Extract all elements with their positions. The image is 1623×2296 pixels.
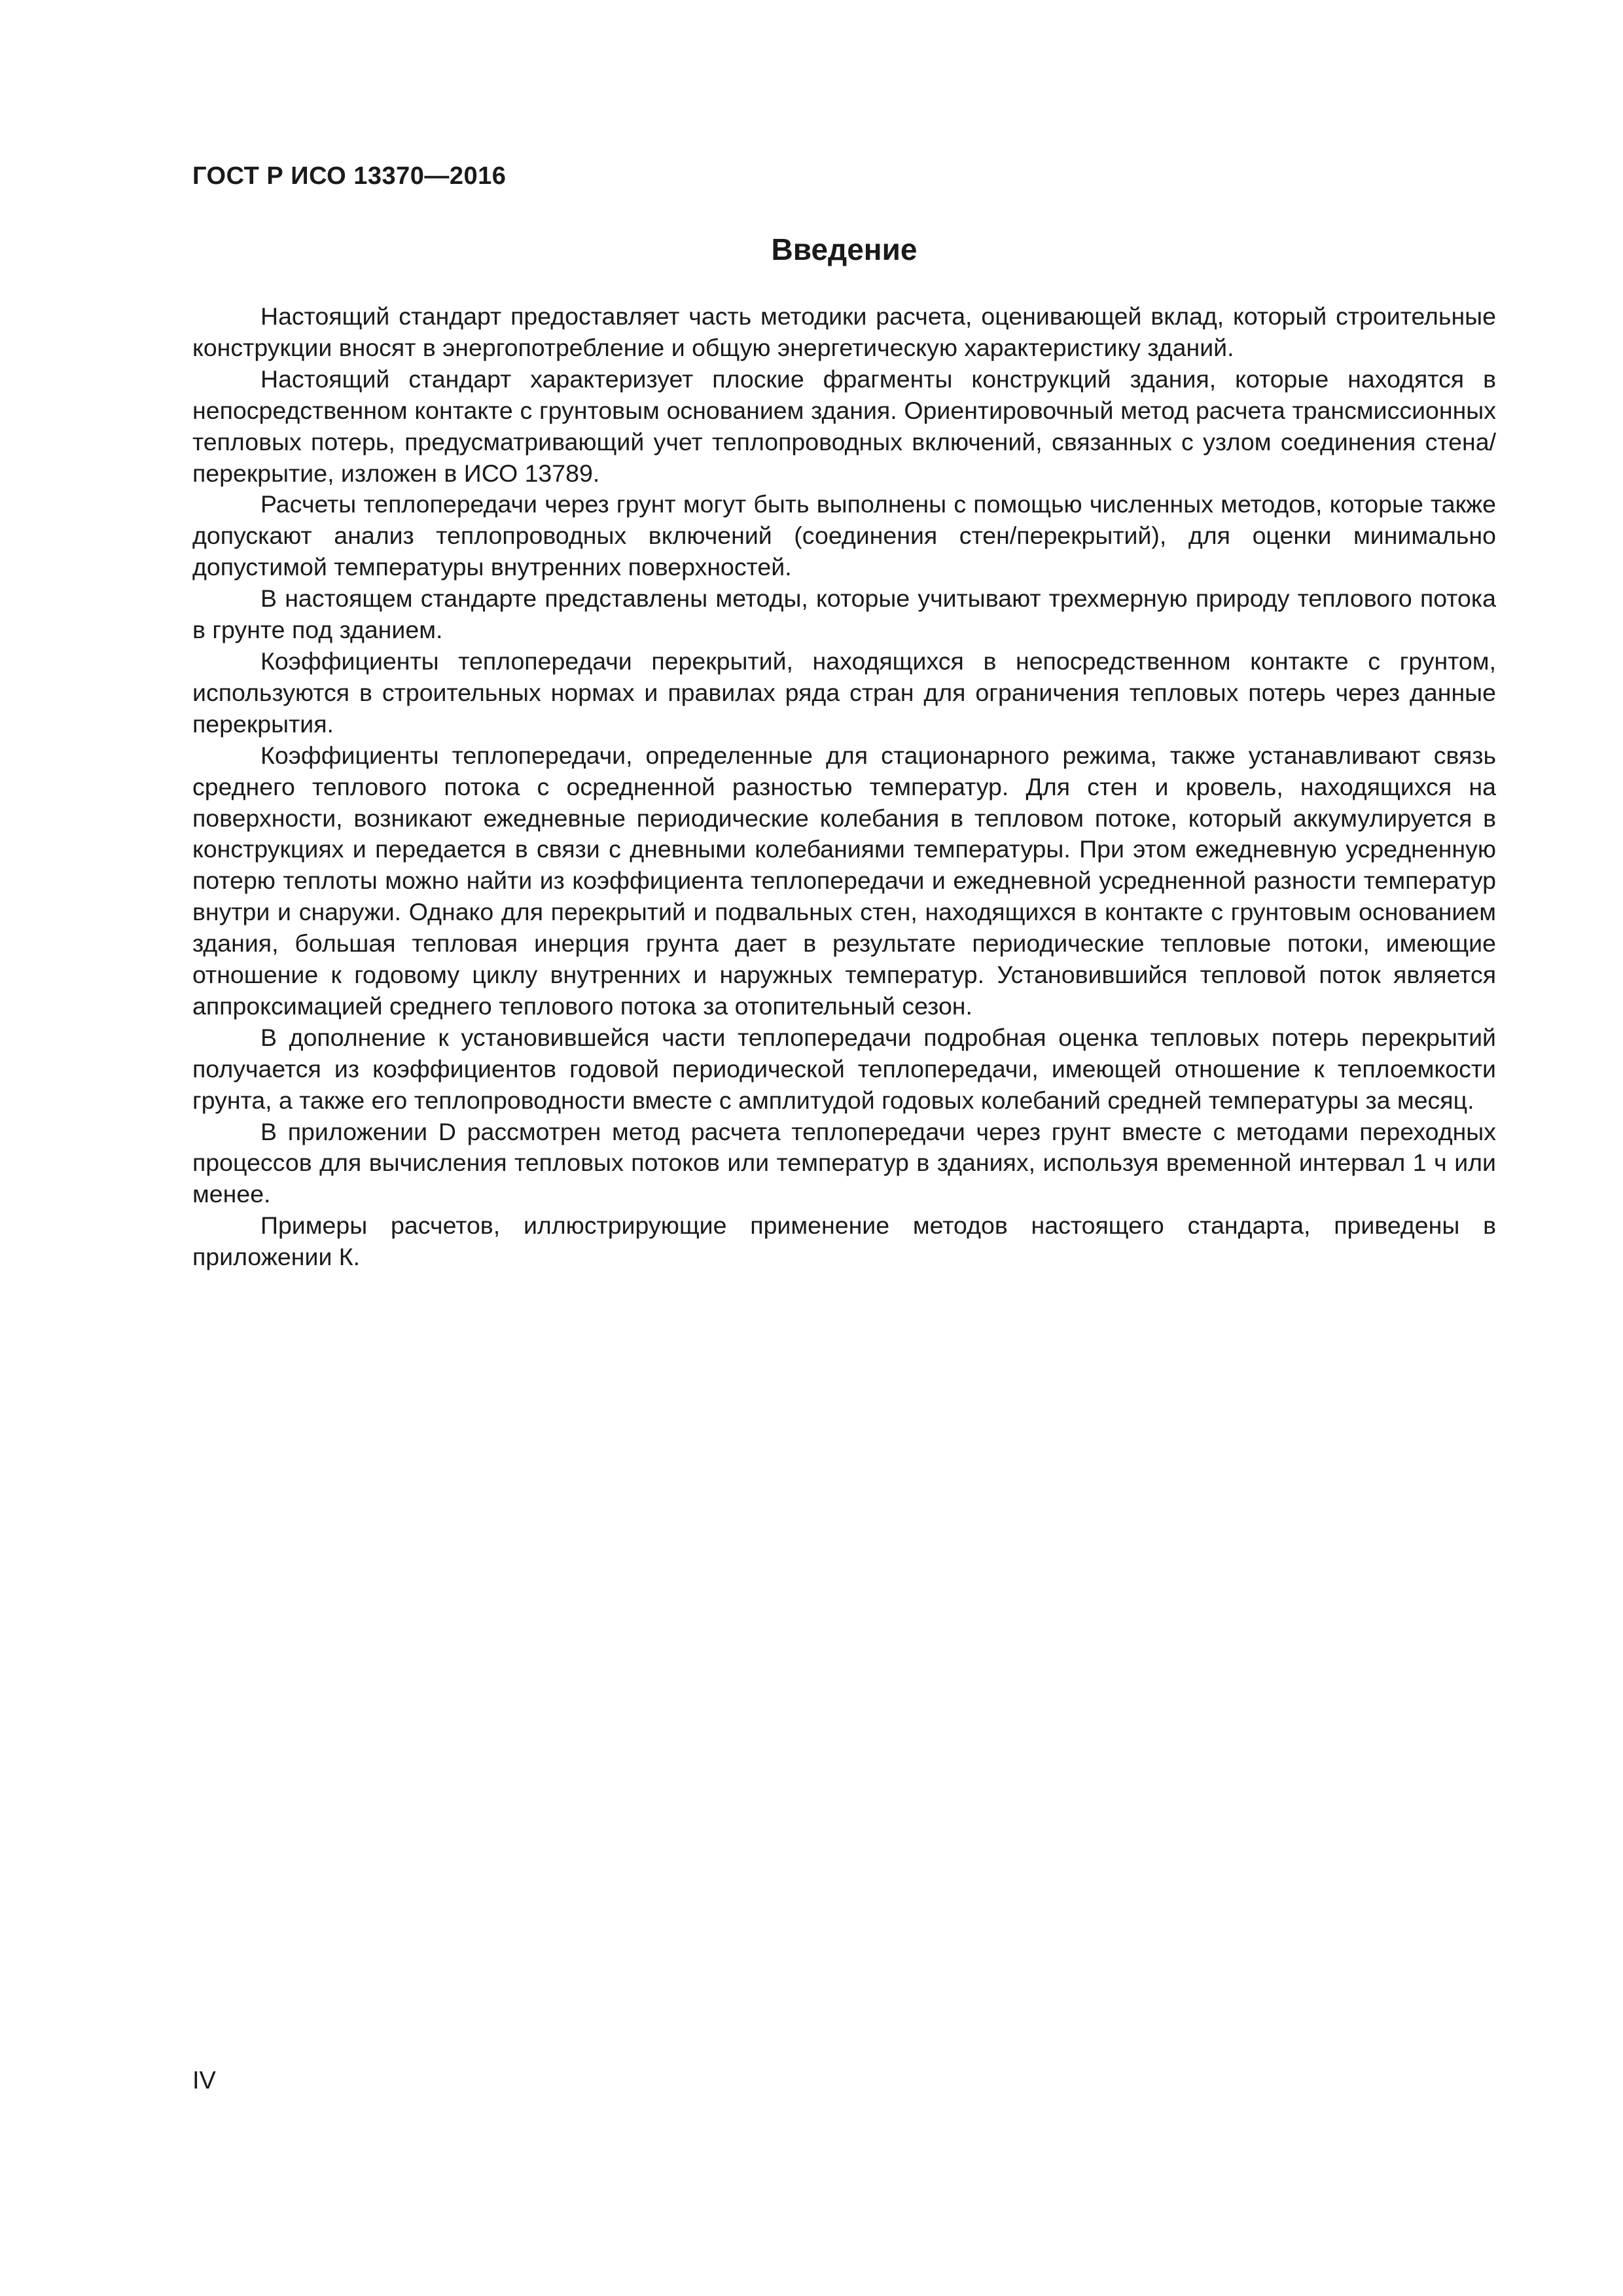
paragraph: Примеры расчетов, иллюстрирующие применение методов настоящего стандарта, приведены в приложении К. [192, 1211, 1496, 1271]
paragraph: Расчеты теплопередачи через грунт могут быть выполнены с помощью численных методов, которые также допускают анализ теплопроводных включений (соединения стен/перекрытий), для оценки минимально допустимой температуры внутренних поверхностей. [192, 490, 1496, 581]
paragraph: В дополнение к установившейся части теплопередачи подробная оценка тепловых потерь перекрытий получается из коэффициентов годовой периодической теплопередачи, имеющей отношение к теплоемкости грунта, а также его теплопроводности вместе с амплитудой годовых колебаний средней температуры за месяц. [192, 1023, 1496, 1114]
document-code-header: ГОСТ Р ИСО 13370—2016 [192, 162, 507, 190]
introduction-body [192, 301, 1496, 1273]
section-title: Введение [771, 232, 918, 266]
paragraph: Коэффициенты теплопередачи перекрытий, находящихся в непосредственном контакте с грунтом, используются в строительных нормах и правилах ряда стран для ограничения тепловых потерь через данные перекрытия. [192, 647, 1496, 738]
paragraph: Настоящий стандарт характеризует плоские фрагменты конструкций здания, которые находятся в непосредственном контакте с грунтовым основанием здания. Ориентировочный метод расчета трансмиссионных тепловых потерь, предусматривающий учет теплопроводных включений, связанных с узлом соединения стена/перекрытие, изложен в ИСО 13789. [192, 365, 1496, 487]
paragraph: В приложении D рассмотрен метод расчета теплопередачи через грунт вместе с методами переходных процессов для вычисления тепловых потоков или температур в зданиях, используя временной интервал 1 ч или менее. [192, 1117, 1496, 1208]
paragraph: В настоящем стандарте представлены методы, которые учитывают трехмерную природу теплового потока в грунте под зданием. [192, 584, 1496, 644]
page-number: IV [192, 2067, 216, 2094]
paragraph: Настоящий стандарт предоставляет часть методики расчета, оценивающей вклад, который строительные конструкции вносят в энергопотребление и общую энергетическую характеристику зданий. [192, 302, 1496, 361]
paragraph: Коэффициенты теплопередачи, определенные для стационарного режима, также устанавливают связь среднего теплового потока с осредненной разностью температур. Для стен и кровель, находящихся на поверхности, возникают ежедневные периодические колебания в тепловом потоке, который аккумулируется в конструкциях и передается в связи с дневными колебаниями температуры. При этом ежедневную усредненную потерю теплоты можно найти из коэффициента теплопередачи и ежедневной усредненной разности температур внутри и снаружи. Однако для перекрытий и подвальных стен, находящихся в контакте с грунтовым основанием здания, большая тепловая инерция грунта дает в результате периодические тепловые потоки, имеющие отношение к годовому циклу внутренних и наружных температур. Установившийся тепловой поток является аппроксимацией среднего теплового потока за отопительный сезон. [192, 741, 1496, 1020]
